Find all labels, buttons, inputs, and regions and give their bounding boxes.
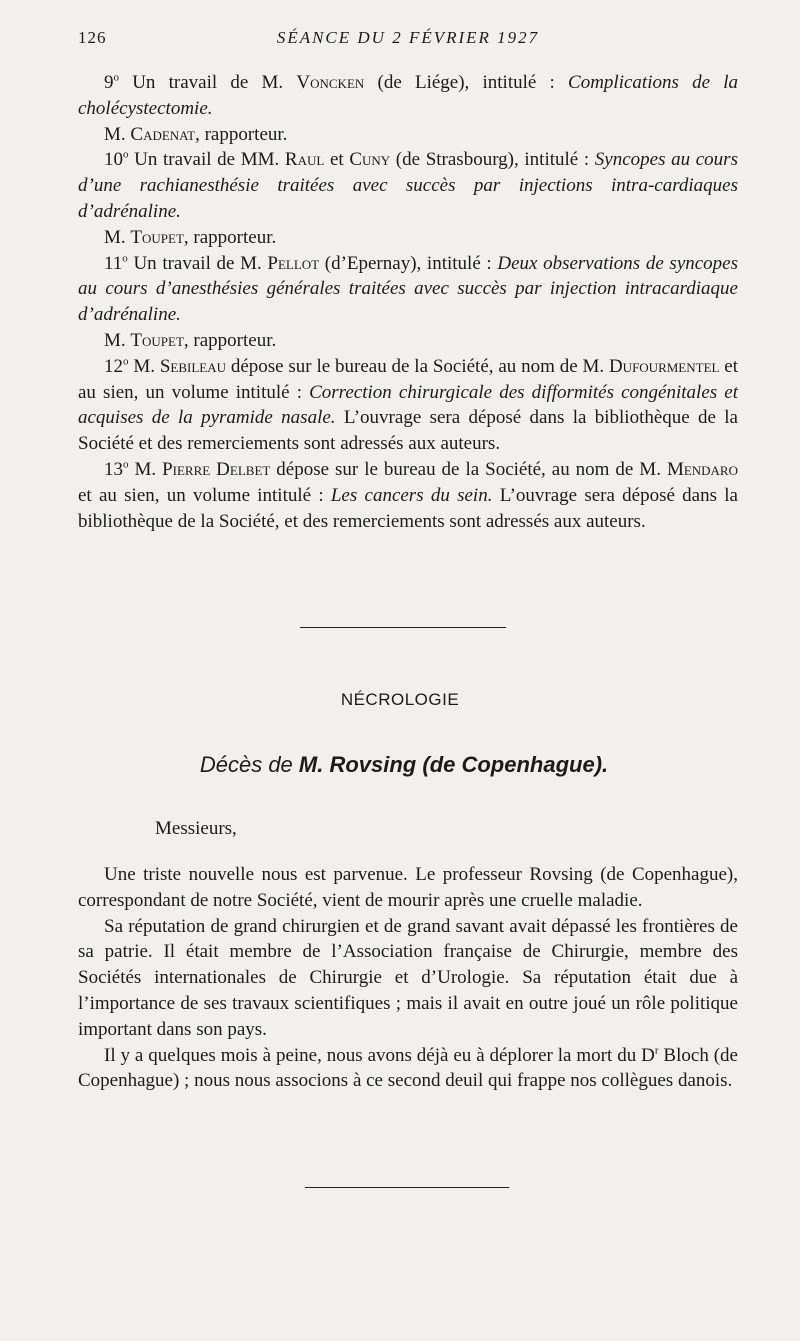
author-name: Pellot	[267, 252, 320, 274]
section-divider	[300, 627, 506, 628]
paragraph: Il y a quelques mois à peine, nous avons déjà eu à déplorer la mort du $D^r$ Bloch (de Copenhague) ; nous nous associons à ce second deuil qui frappe nos collègues danois.	[78, 1044, 738, 1092]
author-name: Dufourmentel	[608, 355, 720, 377]
page-number: 126	[78, 28, 107, 47]
rapporteur-line: M. Toupet, rapporteur.	[104, 329, 277, 351]
author-name: Cuny	[349, 149, 391, 171]
work-title: Deux observations de syncopes au cours d’anesthésies générales traitées avec succès par injection intracardiaque d’adrénaline.	[78, 252, 739, 326]
running-title: SÉANCE DU 2 FÉVRIER 1927	[276, 28, 540, 47]
author-name: Raul	[284, 149, 325, 171]
greeting: Messieurs,	[155, 818, 237, 839]
rapporteur-line: M. Cadenat, rapporteur.	[104, 123, 288, 145]
rapporteur-line: M. Toupet, rapporteur.	[104, 226, 277, 248]
work-title: Complications de la cholécystectomie.	[78, 72, 738, 119]
author-name: Pierre Delbet	[162, 458, 271, 480]
item-11: 11$^o$ Un travail de M. Pellot (d’Epernay), intitulé : Deux observations de syncopes au cours d’anesthésies générales traitées avec succès par injection intracardiaque d’adrénaline.	[78, 252, 739, 326]
item-9: 9$^o$ Un travail de M. Voncken (de Liége), intitulé : Complications de la cholécystectomie.	[78, 71, 738, 119]
session-items	[78, 70, 738, 534]
item-10: 10$^o$ Un travail de MM. Raul et Cuny (de Strasbourg), intitulé : Syncopes au cours d’une rachianesthésie traitées avec succès par injections intra-cardiaques d’adrénaline.	[78, 149, 738, 222]
paragraph: Une triste nouvelle nous est parvenue. Le professeur Rovsing (de Copenhague), correspondant de notre Société, vient de mourir après une cruelle maladie.	[78, 864, 738, 911]
work-title: Correction chirurgicale des difformités congénitales et acquises de la pyramide nasale.	[78, 381, 738, 429]
obituary-title: Décès de M. Rovsing (de Copenhague).	[199, 752, 609, 777]
work-title: Syncopes au cours d’une rachianesthésie traitées avec succès par injections intra-cardiaques d’adrénaline.	[78, 149, 738, 222]
work-title: Les cancers du sein.	[330, 484, 493, 506]
page-header	[78, 28, 738, 52]
item-12: 12$^o$ M. Sebileau dépose sur le bureau de la Société, au nom de M. Dufourmentel et au sien, un volume intitulé : Correction chirurgicale des difformités congénitales et acquises de la pyramide nasale. L’ouvrage sera déposé dans la bibliothèque de la Société et des remerciements sont adressés aux auteurs.	[78, 355, 738, 455]
obituary-text	[78, 862, 738, 1094]
end-divider	[305, 1187, 509, 1188]
author-name: Sebileau	[159, 355, 226, 377]
author-name: Mendaro	[666, 458, 738, 480]
paragraph: Sa réputation de grand chirurgien et de grand savant avait dépassé les frontières de sa patrie. Il était membre de l’Association française de Chirurgie, membre des Sociétés internationales de Chirurgie et d’Urologie. Sa réputation était due à l’importance de ses travaux scientifiques ; mais il avait en outre joué un rôle politique important dans son pays.	[78, 915, 738, 1040]
author-name: Voncken	[296, 72, 365, 93]
item-13: 13$^o$ M. Pierre Delbet dépose sur le bureau de la Société, au nom de M. Mendaro et au sien, un volume intitulé : Les cancers du sein. L’ouvrage sera déposé dans la bibliothèque de la Société, et des remerciements sont adressés aux auteurs.	[78, 458, 738, 532]
section-heading: NÉCROLOGIE	[340, 690, 460, 709]
